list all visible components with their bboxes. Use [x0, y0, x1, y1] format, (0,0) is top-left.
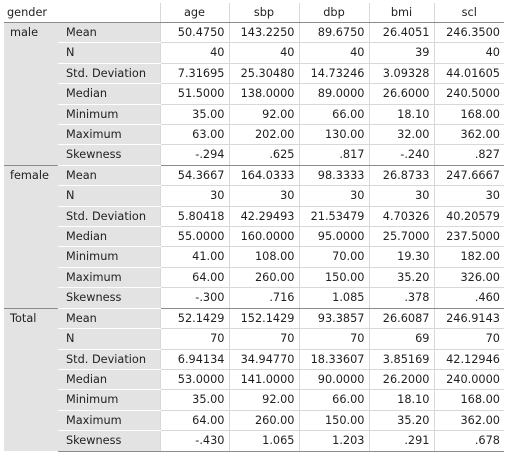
- statistic-label: Skewness: [58, 145, 160, 165]
- table-row: [4, 63, 504, 83]
- table-row: [4, 227, 504, 247]
- statistic-label: Skewness: [58, 431, 160, 451]
- statistic-label: Minimum: [58, 247, 160, 267]
- value-cell: 240.0000: [434, 369, 504, 389]
- value-cell: 40: [229, 43, 299, 63]
- value-cell: 42.29493: [229, 206, 299, 226]
- statistic-label: N: [58, 186, 160, 206]
- statistic-label: Std. Deviation: [58, 63, 160, 83]
- value-cell: 260.00: [229, 410, 299, 430]
- value-cell: 7.31695: [160, 63, 229, 83]
- value-cell: 55.0000: [160, 227, 229, 247]
- value-cell: 95.0000: [299, 227, 369, 247]
- column-header-age: age: [160, 3, 229, 23]
- value-cell: 32.00: [369, 125, 434, 145]
- value-cell: 143.2250: [229, 23, 299, 43]
- value-cell: 69: [369, 329, 434, 349]
- value-cell: 362.00: [434, 125, 504, 145]
- value-cell: 246.3500: [434, 23, 504, 43]
- value-cell: -.430: [160, 431, 229, 451]
- value-cell: 44.01605: [434, 63, 504, 83]
- table-row: [4, 308, 504, 328]
- value-cell: 152.1429: [229, 308, 299, 328]
- value-cell: 246.9143: [434, 308, 504, 328]
- value-cell: -.300: [160, 288, 229, 308]
- value-cell: -.240: [369, 145, 434, 165]
- value-cell: 54.3667: [160, 165, 229, 185]
- table-body: [4, 23, 504, 452]
- statistic-label: Mean: [58, 308, 160, 328]
- table-row: [4, 267, 504, 287]
- value-cell: 247.6667: [434, 165, 504, 185]
- value-cell: 63.00: [160, 125, 229, 145]
- value-cell: 92.00: [229, 104, 299, 124]
- value-cell: 30: [299, 186, 369, 206]
- value-cell: 39: [369, 43, 434, 63]
- value-cell: 35.20: [369, 267, 434, 287]
- value-cell: 70: [160, 329, 229, 349]
- value-cell: 90.0000: [299, 369, 369, 389]
- value-cell: .827: [434, 145, 504, 165]
- value-cell: 34.94770: [229, 349, 299, 369]
- group-variable-label: gender: [4, 3, 58, 23]
- table-row: [4, 104, 504, 124]
- table-row: [4, 186, 504, 206]
- table-row: [4, 23, 504, 43]
- value-cell: .716: [229, 288, 299, 308]
- value-cell: 6.94134: [160, 349, 229, 369]
- statistic-label: Std. Deviation: [58, 349, 160, 369]
- value-cell: 362.00: [434, 410, 504, 430]
- value-cell: 26.6000: [369, 84, 434, 104]
- value-cell: 168.00: [434, 390, 504, 410]
- value-cell: 150.00: [299, 410, 369, 430]
- stat-header-blank: [58, 3, 160, 23]
- table-row: [4, 431, 504, 451]
- column-header-dbp: dbp: [299, 3, 369, 23]
- value-cell: 52.1429: [160, 308, 229, 328]
- value-cell: 141.0000: [229, 369, 299, 389]
- value-cell: 21.53479: [299, 206, 369, 226]
- statistic-label: N: [58, 43, 160, 63]
- table-row: [4, 369, 504, 389]
- value-cell: 41.00: [160, 247, 229, 267]
- value-cell: 70: [229, 329, 299, 349]
- value-cell: 66.00: [299, 104, 369, 124]
- value-cell: 130.00: [299, 125, 369, 145]
- value-cell: 25.30480: [229, 63, 299, 83]
- value-cell: 240.5000: [434, 84, 504, 104]
- statistic-label: Minimum: [58, 104, 160, 124]
- value-cell: 30: [160, 186, 229, 206]
- statistic-label: Minimum: [58, 390, 160, 410]
- value-cell: 18.33607: [299, 349, 369, 369]
- statistics-table: [4, 3, 504, 452]
- statistic-label: Median: [58, 369, 160, 389]
- table-row: [4, 84, 504, 104]
- value-cell: 138.0000: [229, 84, 299, 104]
- value-cell: 35.00: [160, 104, 229, 124]
- group-label: male: [4, 23, 58, 166]
- value-cell: 26.6087: [369, 308, 434, 328]
- value-cell: 326.00: [434, 267, 504, 287]
- value-cell: 18.10: [369, 104, 434, 124]
- statistic-label: Maximum: [58, 267, 160, 287]
- value-cell: 26.4051: [369, 23, 434, 43]
- value-cell: 5.80418: [160, 206, 229, 226]
- value-cell: 70: [434, 329, 504, 349]
- value-cell: .817: [299, 145, 369, 165]
- value-cell: 89.6750: [299, 23, 369, 43]
- table-row: [4, 43, 504, 63]
- table-row: [4, 206, 504, 226]
- value-cell: 66.00: [299, 390, 369, 410]
- table-header: [4, 3, 504, 23]
- value-cell: 19.30: [369, 247, 434, 267]
- value-cell: 89.0000: [299, 84, 369, 104]
- statistic-label: Median: [58, 227, 160, 247]
- table-row: [4, 247, 504, 267]
- value-cell: 18.10: [369, 390, 434, 410]
- table-row: [4, 125, 504, 145]
- value-cell: 1.065: [229, 431, 299, 451]
- table-row: [4, 145, 504, 165]
- value-cell: 164.0333: [229, 165, 299, 185]
- statistic-label: Maximum: [58, 125, 160, 145]
- value-cell: 30: [434, 186, 504, 206]
- statistic-label: Median: [58, 84, 160, 104]
- group-label: Total: [4, 308, 58, 451]
- value-cell: .625: [229, 145, 299, 165]
- value-cell: 51.5000: [160, 84, 229, 104]
- value-cell: 92.00: [229, 390, 299, 410]
- statistic-label: Mean: [58, 23, 160, 43]
- statistic-label: Skewness: [58, 288, 160, 308]
- value-cell: .460: [434, 288, 504, 308]
- value-cell: 40.20579: [434, 206, 504, 226]
- value-cell: 14.73246: [299, 63, 369, 83]
- value-cell: 53.0000: [160, 369, 229, 389]
- value-cell: 1.203: [299, 431, 369, 451]
- value-cell: 3.85169: [369, 349, 434, 369]
- value-cell: 3.09328: [369, 63, 434, 83]
- value-cell: 26.8733: [369, 165, 434, 185]
- value-cell: 182.00: [434, 247, 504, 267]
- value-cell: 108.00: [229, 247, 299, 267]
- value-cell: -.294: [160, 145, 229, 165]
- value-cell: 25.7000: [369, 227, 434, 247]
- group-label: female: [4, 165, 58, 308]
- value-cell: .678: [434, 431, 504, 451]
- statistic-label: Maximum: [58, 410, 160, 430]
- column-header-scl: scl: [434, 3, 504, 23]
- table-row: [4, 165, 504, 185]
- value-cell: 40: [160, 43, 229, 63]
- column-header-bmi: bmi: [369, 3, 434, 23]
- value-cell: 70.00: [299, 247, 369, 267]
- value-cell: 35.00: [160, 390, 229, 410]
- value-cell: 42.12946: [434, 349, 504, 369]
- value-cell: 168.00: [434, 104, 504, 124]
- statistic-label: Mean: [58, 165, 160, 185]
- value-cell: 160.0000: [229, 227, 299, 247]
- value-cell: 4.70326: [369, 206, 434, 226]
- table-row: [4, 390, 504, 410]
- value-cell: .291: [369, 431, 434, 451]
- value-cell: 26.2000: [369, 369, 434, 389]
- statistic-label: Std. Deviation: [58, 206, 160, 226]
- value-cell: 50.4750: [160, 23, 229, 43]
- value-cell: 30: [229, 186, 299, 206]
- column-header-sbp: sbp: [229, 3, 299, 23]
- value-cell: 93.3857: [299, 308, 369, 328]
- value-cell: 150.00: [299, 267, 369, 287]
- value-cell: 202.00: [229, 125, 299, 145]
- value-cell: 98.3333: [299, 165, 369, 185]
- value-cell: 237.5000: [434, 227, 504, 247]
- value-cell: 260.00: [229, 267, 299, 287]
- table-row: [4, 410, 504, 430]
- value-cell: .378: [369, 288, 434, 308]
- value-cell: 40: [434, 43, 504, 63]
- value-cell: 64.00: [160, 267, 229, 287]
- value-cell: 30: [369, 186, 434, 206]
- value-cell: 35.20: [369, 410, 434, 430]
- value-cell: 64.00: [160, 410, 229, 430]
- table-row: [4, 329, 504, 349]
- value-cell: 40: [299, 43, 369, 63]
- value-cell: 70: [299, 329, 369, 349]
- value-cell: 1.085: [299, 288, 369, 308]
- table-row: [4, 288, 504, 308]
- table-row: [4, 349, 504, 369]
- statistic-label: N: [58, 329, 160, 349]
